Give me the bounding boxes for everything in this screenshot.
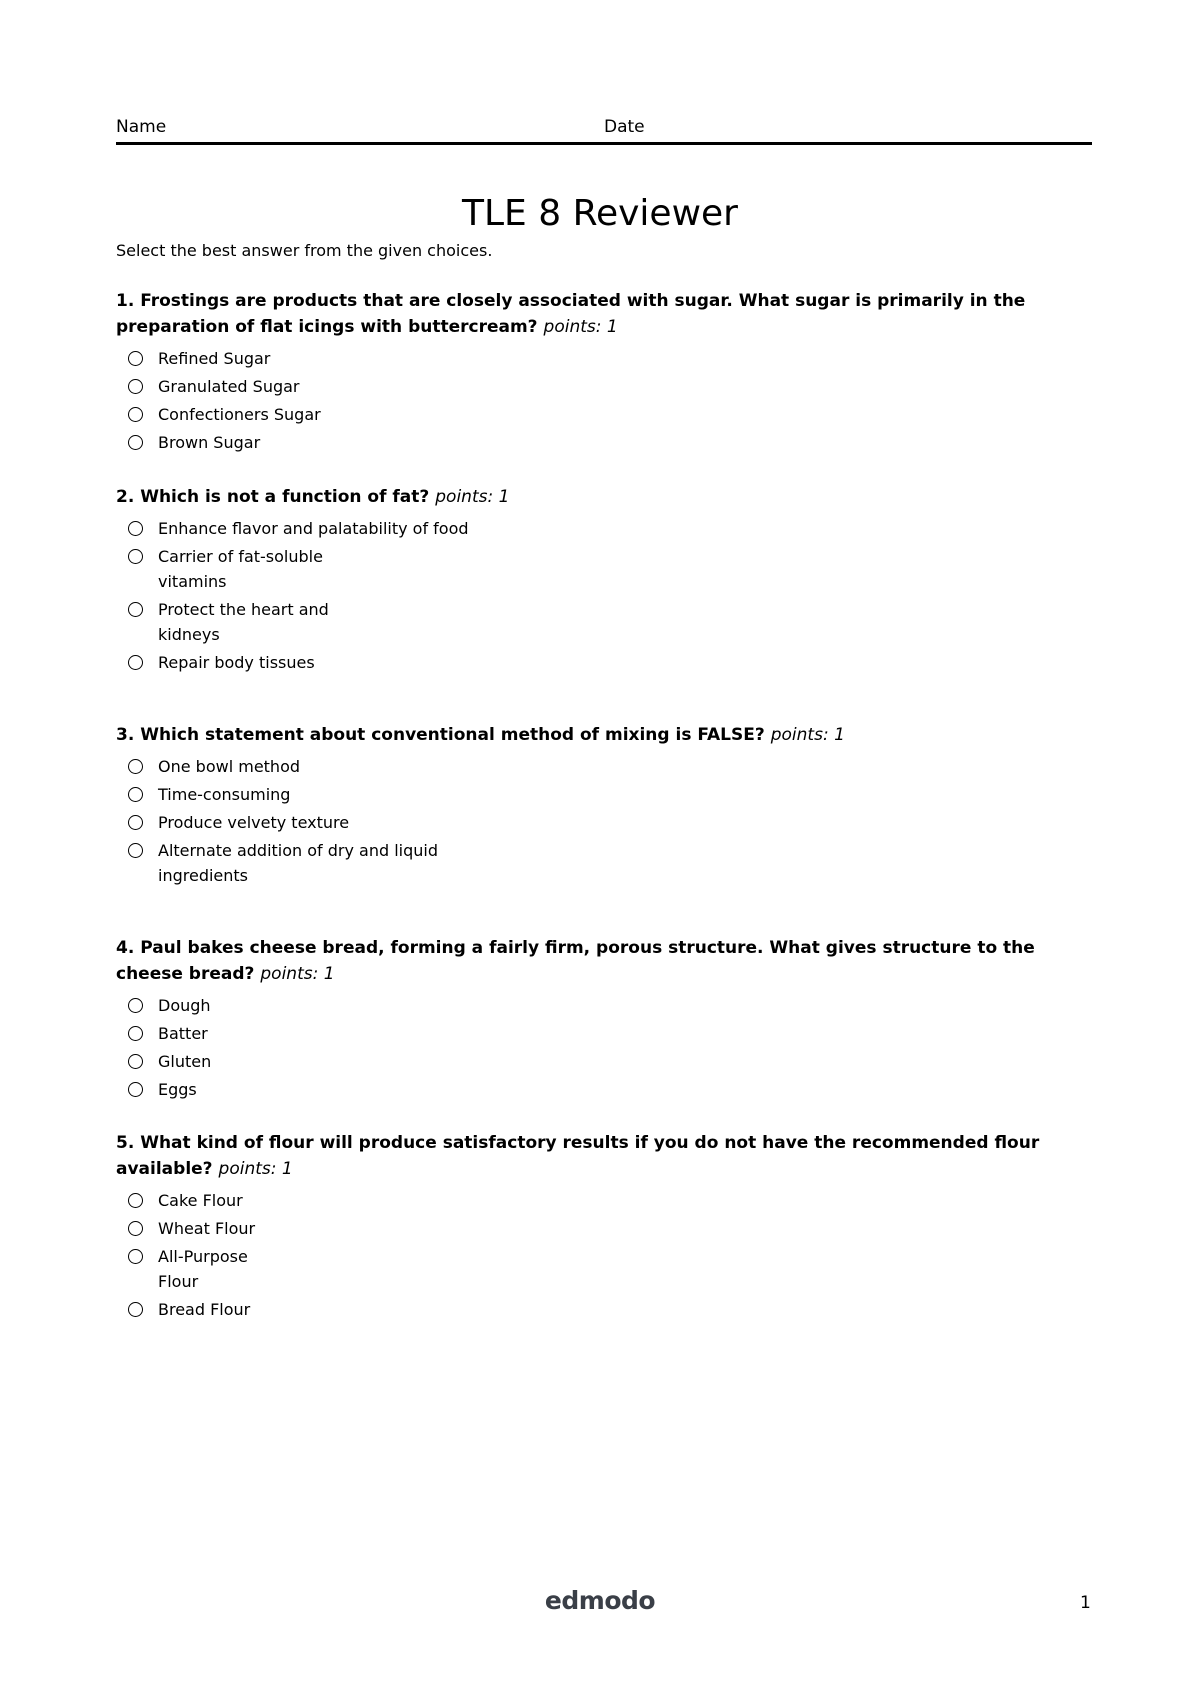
answer-option[interactable] bbox=[116, 346, 1056, 371]
points-label: points: 1 bbox=[260, 964, 335, 984]
date-label: Date bbox=[604, 117, 645, 137]
points-label: points: 1 bbox=[543, 317, 618, 337]
answer-option[interactable] bbox=[116, 374, 1056, 399]
option-label: All-Purpose Flour bbox=[158, 1247, 248, 1291]
option-label: Bread Flour bbox=[158, 1300, 251, 1319]
radio-button[interactable] bbox=[128, 998, 143, 1013]
answer-option[interactable] bbox=[116, 838, 1056, 888]
answer-option[interactable] bbox=[116, 516, 1056, 541]
answer-options bbox=[116, 346, 1056, 455]
answer-option[interactable] bbox=[116, 402, 1056, 427]
answer-option[interactable] bbox=[116, 1188, 1056, 1213]
option-label: Gluten bbox=[158, 1052, 212, 1071]
option-label: Brown Sugar bbox=[158, 433, 261, 452]
answer-option[interactable] bbox=[116, 782, 1056, 807]
option-label: Cake Flour bbox=[158, 1191, 243, 1210]
radio-button[interactable] bbox=[128, 1221, 143, 1236]
name-label: Name bbox=[116, 117, 167, 137]
option-label: Carrier of fat-soluble vitamins bbox=[158, 547, 323, 591]
radio-button[interactable] bbox=[128, 1302, 143, 1317]
answer-options bbox=[116, 1188, 1056, 1322]
answer-option[interactable] bbox=[116, 430, 1056, 455]
radio-button[interactable] bbox=[128, 602, 143, 617]
answer-options bbox=[116, 754, 1056, 888]
radio-button[interactable] bbox=[128, 787, 143, 802]
question-text: 3. Which statement about conventional method of mixing is FALSE? points: 1 bbox=[116, 725, 845, 745]
answer-option[interactable] bbox=[116, 754, 1056, 779]
option-label: Refined Sugar bbox=[158, 349, 271, 368]
points-label: points: 1 bbox=[770, 725, 845, 745]
radio-button[interactable] bbox=[128, 655, 143, 670]
answer-option[interactable] bbox=[116, 1297, 1056, 1322]
option-label: Produce velvety texture bbox=[158, 813, 350, 832]
radio-button[interactable] bbox=[128, 1026, 143, 1041]
answer-option[interactable] bbox=[116, 1244, 1056, 1294]
option-label: Wheat Flour bbox=[158, 1219, 256, 1238]
option-label: Time-consuming bbox=[158, 785, 291, 804]
question-text: 5. What kind of flour will produce satisfactory results if you do not have the recommended flour available? points: 1 bbox=[116, 1133, 1040, 1179]
question-text: 2. Which is not a function of fat? points: 1 bbox=[116, 487, 510, 507]
option-label: Batter bbox=[158, 1024, 208, 1043]
answer-options bbox=[116, 516, 1056, 675]
points-label: points: 1 bbox=[218, 1159, 293, 1179]
option-label: Enhance flavor and palatability of food bbox=[158, 519, 469, 538]
instructions: Select the best answer from the given choices. bbox=[116, 241, 493, 260]
question-text: 4. Paul bakes cheese bread, forming a fairly firm, porous structure. What gives structure to the cheese bread? points: 1 bbox=[116, 938, 1035, 984]
radio-button[interactable] bbox=[128, 1249, 143, 1264]
question-3 bbox=[116, 722, 1056, 891]
answer-options bbox=[116, 993, 1056, 1102]
radio-button[interactable] bbox=[128, 351, 143, 366]
option-label: Confectioners Sugar bbox=[158, 405, 321, 424]
radio-button[interactable] bbox=[128, 379, 143, 394]
question-text: 1. Frostings are products that are closely associated with sugar. What sugar is primarily in the preparation of flat icings with buttercream? points: 1 bbox=[116, 291, 1026, 337]
answer-option[interactable] bbox=[116, 1077, 1056, 1102]
points-label: points: 1 bbox=[435, 487, 510, 507]
radio-button[interactable] bbox=[128, 759, 143, 774]
radio-button[interactable] bbox=[128, 1193, 143, 1208]
question-1 bbox=[116, 288, 1056, 458]
option-label: Granulated Sugar bbox=[158, 377, 300, 396]
radio-button[interactable] bbox=[128, 407, 143, 422]
page-title: TLE 8 Reviewer bbox=[462, 193, 738, 235]
radio-button[interactable] bbox=[128, 1082, 143, 1097]
edmodo-logo: edmodo bbox=[544, 1586, 656, 1615]
option-label: Repair body tissues bbox=[158, 653, 315, 672]
radio-button[interactable] bbox=[128, 843, 143, 858]
option-label: Dough bbox=[158, 996, 211, 1015]
answer-option[interactable] bbox=[116, 993, 1056, 1018]
radio-button[interactable] bbox=[128, 1054, 143, 1069]
option-label: One bowl method bbox=[158, 757, 301, 776]
radio-button[interactable] bbox=[128, 521, 143, 536]
name-date-header bbox=[116, 116, 1092, 145]
radio-button[interactable] bbox=[128, 435, 143, 450]
option-label: Alternate addition of dry and liquid ingredients bbox=[158, 841, 439, 885]
radio-button[interactable] bbox=[128, 815, 143, 830]
answer-option[interactable] bbox=[116, 810, 1056, 835]
page-number: 1 bbox=[1080, 1593, 1091, 1613]
radio-button[interactable] bbox=[128, 549, 143, 564]
question-5 bbox=[116, 1130, 1056, 1325]
question-4 bbox=[116, 935, 1056, 1105]
option-label: Eggs bbox=[158, 1080, 197, 1099]
option-label: Protect the heart and kidneys bbox=[158, 600, 329, 644]
answer-option[interactable] bbox=[116, 1216, 1056, 1241]
question-2 bbox=[116, 484, 1056, 678]
answer-option[interactable] bbox=[116, 1021, 1056, 1046]
answer-option[interactable] bbox=[116, 1049, 1056, 1074]
answer-option[interactable] bbox=[116, 544, 1056, 594]
answer-option[interactable] bbox=[116, 597, 1056, 647]
answer-option[interactable] bbox=[116, 650, 1056, 675]
